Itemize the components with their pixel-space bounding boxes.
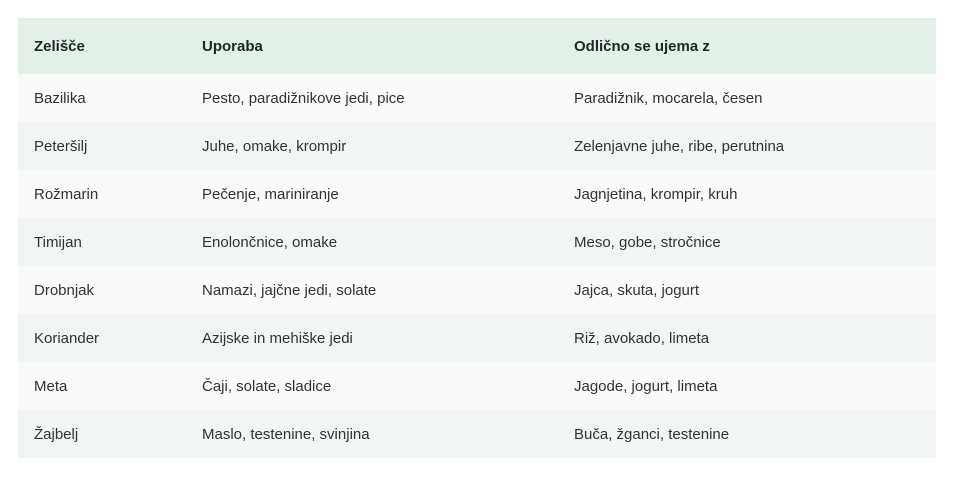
table-row [18,362,936,410]
cell-use: Namazi, jajčne jedi, solate [186,266,558,314]
cell-herb: Peteršilj [18,122,186,170]
cell-pairs: Paradižnik, mocarela, česen [558,74,936,122]
cell-pairs: Zelenjavne juhe, ribe, perutnina [558,122,936,170]
table-row [18,266,936,314]
column-header-use: Uporaba [186,18,558,74]
cell-use: Pesto, paradižnikove jedi, pice [186,74,558,122]
table-row [18,410,936,458]
cell-use: Azijske in mehiške jedi [186,314,558,362]
cell-use: Pečenje, mariniranje [186,170,558,218]
table-row [18,170,936,218]
cell-use: Juhe, omake, krompir [186,122,558,170]
table-body [18,74,936,458]
cell-pairs: Meso, gobe, stročnice [558,218,936,266]
cell-use: Enolončnice, omake [186,218,558,266]
cell-herb: Koriander [18,314,186,362]
herbs-table [18,18,936,458]
table-header-row [18,18,936,74]
cell-herb: Drobnjak [18,266,186,314]
cell-herb: Rožmarin [18,170,186,218]
column-header-pairs: Odlično se ujema z [558,18,936,74]
cell-herb: Meta [18,362,186,410]
cell-pairs: Jajca, skuta, jogurt [558,266,936,314]
table-row [18,314,936,362]
cell-pairs: Jagode, jogurt, limeta [558,362,936,410]
table-row [18,74,936,122]
cell-pairs: Riž, avokado, limeta [558,314,936,362]
cell-herb: Bazilika [18,74,186,122]
cell-pairs: Jagnjetina, krompir, kruh [558,170,936,218]
table-header [18,18,936,74]
cell-pairs: Buča, žganci, testenine [558,410,936,458]
column-header-herb: Zelišče [18,18,186,74]
cell-use: Čaji, solate, sladice [186,362,558,410]
table-row [18,122,936,170]
cell-herb: Timijan [18,218,186,266]
cell-use: Maslo, testenine, svinjina [186,410,558,458]
cell-herb: Žajbelj [18,410,186,458]
table-row [18,218,936,266]
